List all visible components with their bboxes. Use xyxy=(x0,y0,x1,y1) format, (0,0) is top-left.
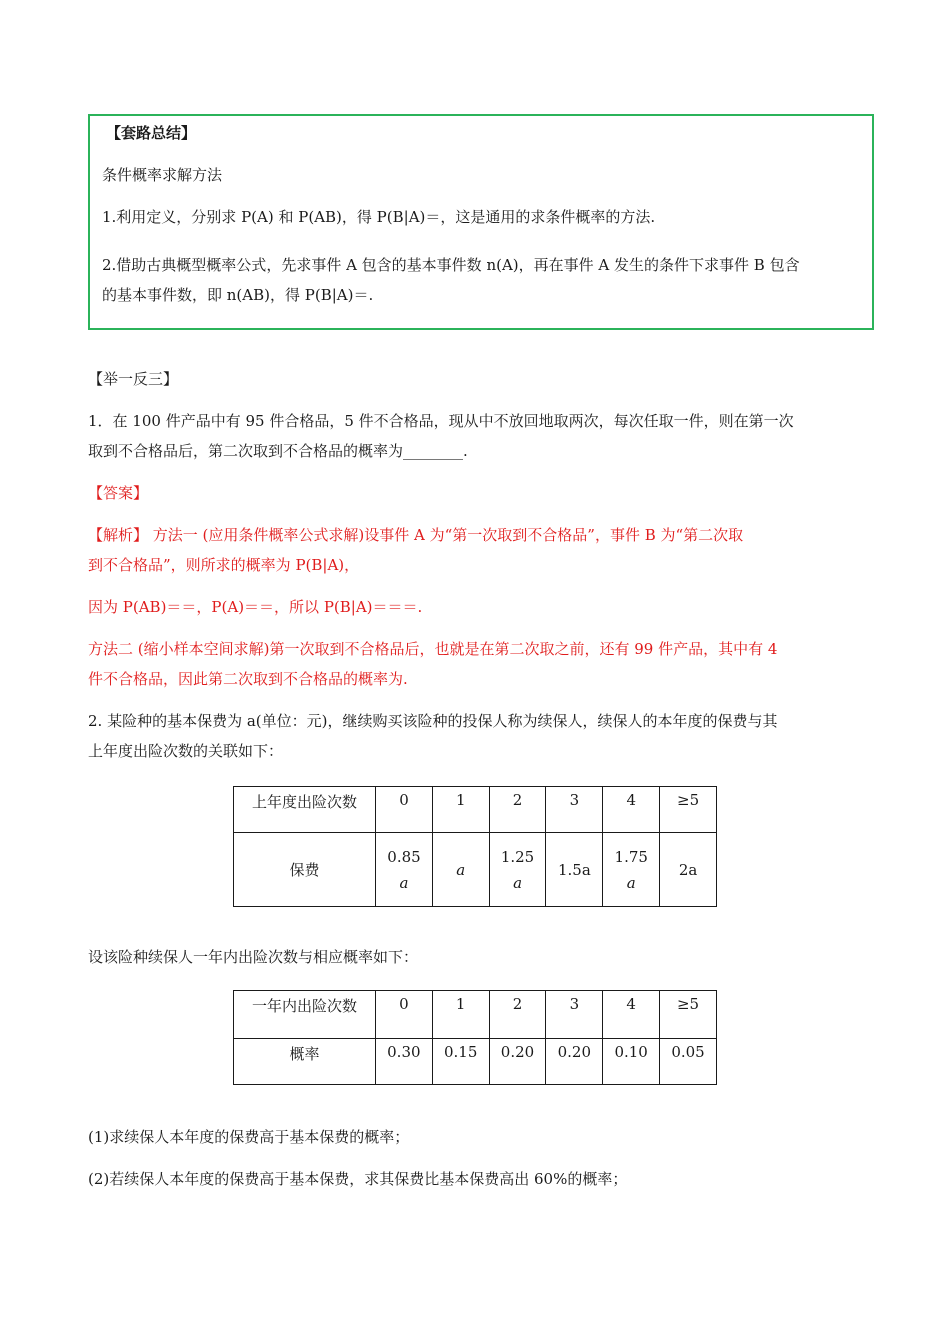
method-2-line-2: 件不合格品，因此第二次取到不合格品的概率为. xyxy=(88,670,408,688)
table-row xyxy=(234,787,717,833)
cell-value: 1.5a xyxy=(557,860,591,879)
summary-point-2-line-1: 2.借助古典概型概率公式，先求事件 A 包含的基本事件数 n(A)，再在事件 A 发生的条件下求事件 B 包含 xyxy=(102,256,800,274)
cell-value: 1.25 xyxy=(500,847,535,866)
analysis-line-3: 因为 P(AB)＝＝，P(A)＝＝，所以 P(B|A)＝＝＝. xyxy=(88,598,423,616)
summary-title: 【套路总结】 xyxy=(106,124,197,142)
table-header-cell: 2 xyxy=(489,787,546,833)
sub-question-2: (2)若续保人本年度的保费高于基本保费，求其保费比基本保费高出 60%的概率； xyxy=(88,1170,628,1188)
table-cell xyxy=(376,833,433,907)
table-cell xyxy=(546,833,603,907)
table-cell: 0.10 xyxy=(603,1039,660,1085)
cell-unit: a xyxy=(513,873,523,892)
summary-point-1: 1.利用定义，分别求 P(A) 和 P(AB)，得 P(B|A)＝，这是通用的求条件概率的方法. xyxy=(102,208,656,226)
table-row xyxy=(234,833,717,907)
table-cell: 0.20 xyxy=(546,1039,603,1085)
sub-question-1: (1)求续保人本年度的保费高于基本保费的概率； xyxy=(88,1128,410,1146)
cell-value: 2a xyxy=(678,860,698,879)
analysis-line-1: 【解析】 方法一 (应用条件概率公式求解)设事件 A 为“第一次取到不合格品”，事件 B 为“第二次取 xyxy=(88,526,744,544)
question-2-line-1: 2. 某险种的基本保费为 a(单位：元)，继续购买该险种的投保人称为续保人，续保人的本年度的保费与其 xyxy=(88,712,778,730)
cell-value: 1.75 xyxy=(614,847,648,866)
question-1-line-2: 取到不合格品后，第二次取到不合格品的概率为________. xyxy=(88,442,468,460)
table-2-intro: 设该险种续保人一年内出险次数与相应概率如下： xyxy=(88,948,419,966)
summary-subtitle: 条件概率求解方法 xyxy=(102,166,223,184)
table-row-label: 保费 xyxy=(234,833,376,907)
table-header-cell: 3 xyxy=(546,991,603,1039)
summary-point-2-line-2: 的基本事件数，即 n(AB)，得 P(B|A)＝. xyxy=(102,286,374,304)
table-cell: 0.20 xyxy=(489,1039,546,1085)
cell-value: a xyxy=(456,860,466,879)
table-header-cell: 一年内出险次数 xyxy=(234,991,376,1039)
table-cell xyxy=(489,833,546,907)
table-cell xyxy=(660,833,717,907)
cell-unit: a xyxy=(399,873,409,892)
table-cell: 0.05 xyxy=(660,1039,717,1085)
table-cell: 0.30 xyxy=(375,1039,432,1085)
table-header-cell: 0 xyxy=(376,787,433,833)
table-header-cell: 2 xyxy=(489,991,546,1039)
question-2-line-2: 上年度出险次数的关联如下： xyxy=(88,742,284,760)
table-header-cell: ≥5 xyxy=(660,787,717,833)
method-2-line-1: 方法二 (缩小样本空间求解)第一次取到不合格品后，也就是在第二次取之前，还有 99 件产品，其中有 4 xyxy=(88,640,778,658)
table-header-cell: 4 xyxy=(603,787,660,833)
question-2 xyxy=(88,706,864,766)
question-1-line-1: 1．在 100 件产品中有 95 件合格品，5 件不合格品，现从中不放回地取两次，每次任取一件，则在第一次 xyxy=(88,412,794,430)
table-cell xyxy=(432,833,489,907)
summary-box xyxy=(88,114,874,330)
table-header-cell: 3 xyxy=(546,787,603,833)
answer-label: 【答案】 xyxy=(88,484,149,502)
table-header-cell: 1 xyxy=(432,991,489,1039)
table-cell xyxy=(603,833,660,907)
table-header-cell: ≥5 xyxy=(660,991,717,1039)
table-cell: 0.15 xyxy=(432,1039,489,1085)
table-row xyxy=(234,1039,717,1085)
probability-table xyxy=(233,990,717,1085)
summary-point-2 xyxy=(102,250,866,310)
cell-value: 0.85 xyxy=(387,847,421,866)
table-header-cell: 上年度出险次数 xyxy=(234,787,376,833)
analysis-method-2 xyxy=(88,634,864,694)
analysis-line-2: 到不合格品”，则所求的概率为 P(B|A)， xyxy=(88,556,360,574)
table-header-cell: 0 xyxy=(375,991,432,1039)
table-header-cell: 1 xyxy=(432,787,489,833)
premium-table xyxy=(233,786,717,907)
cell-unit: a xyxy=(626,873,636,892)
table-row xyxy=(234,991,717,1039)
practice-heading: 【举一反三】 xyxy=(88,370,179,388)
table-row-label: 概率 xyxy=(234,1039,376,1085)
analysis-method-1 xyxy=(88,520,864,580)
question-1 xyxy=(88,406,864,466)
table-header-cell: 4 xyxy=(603,991,660,1039)
